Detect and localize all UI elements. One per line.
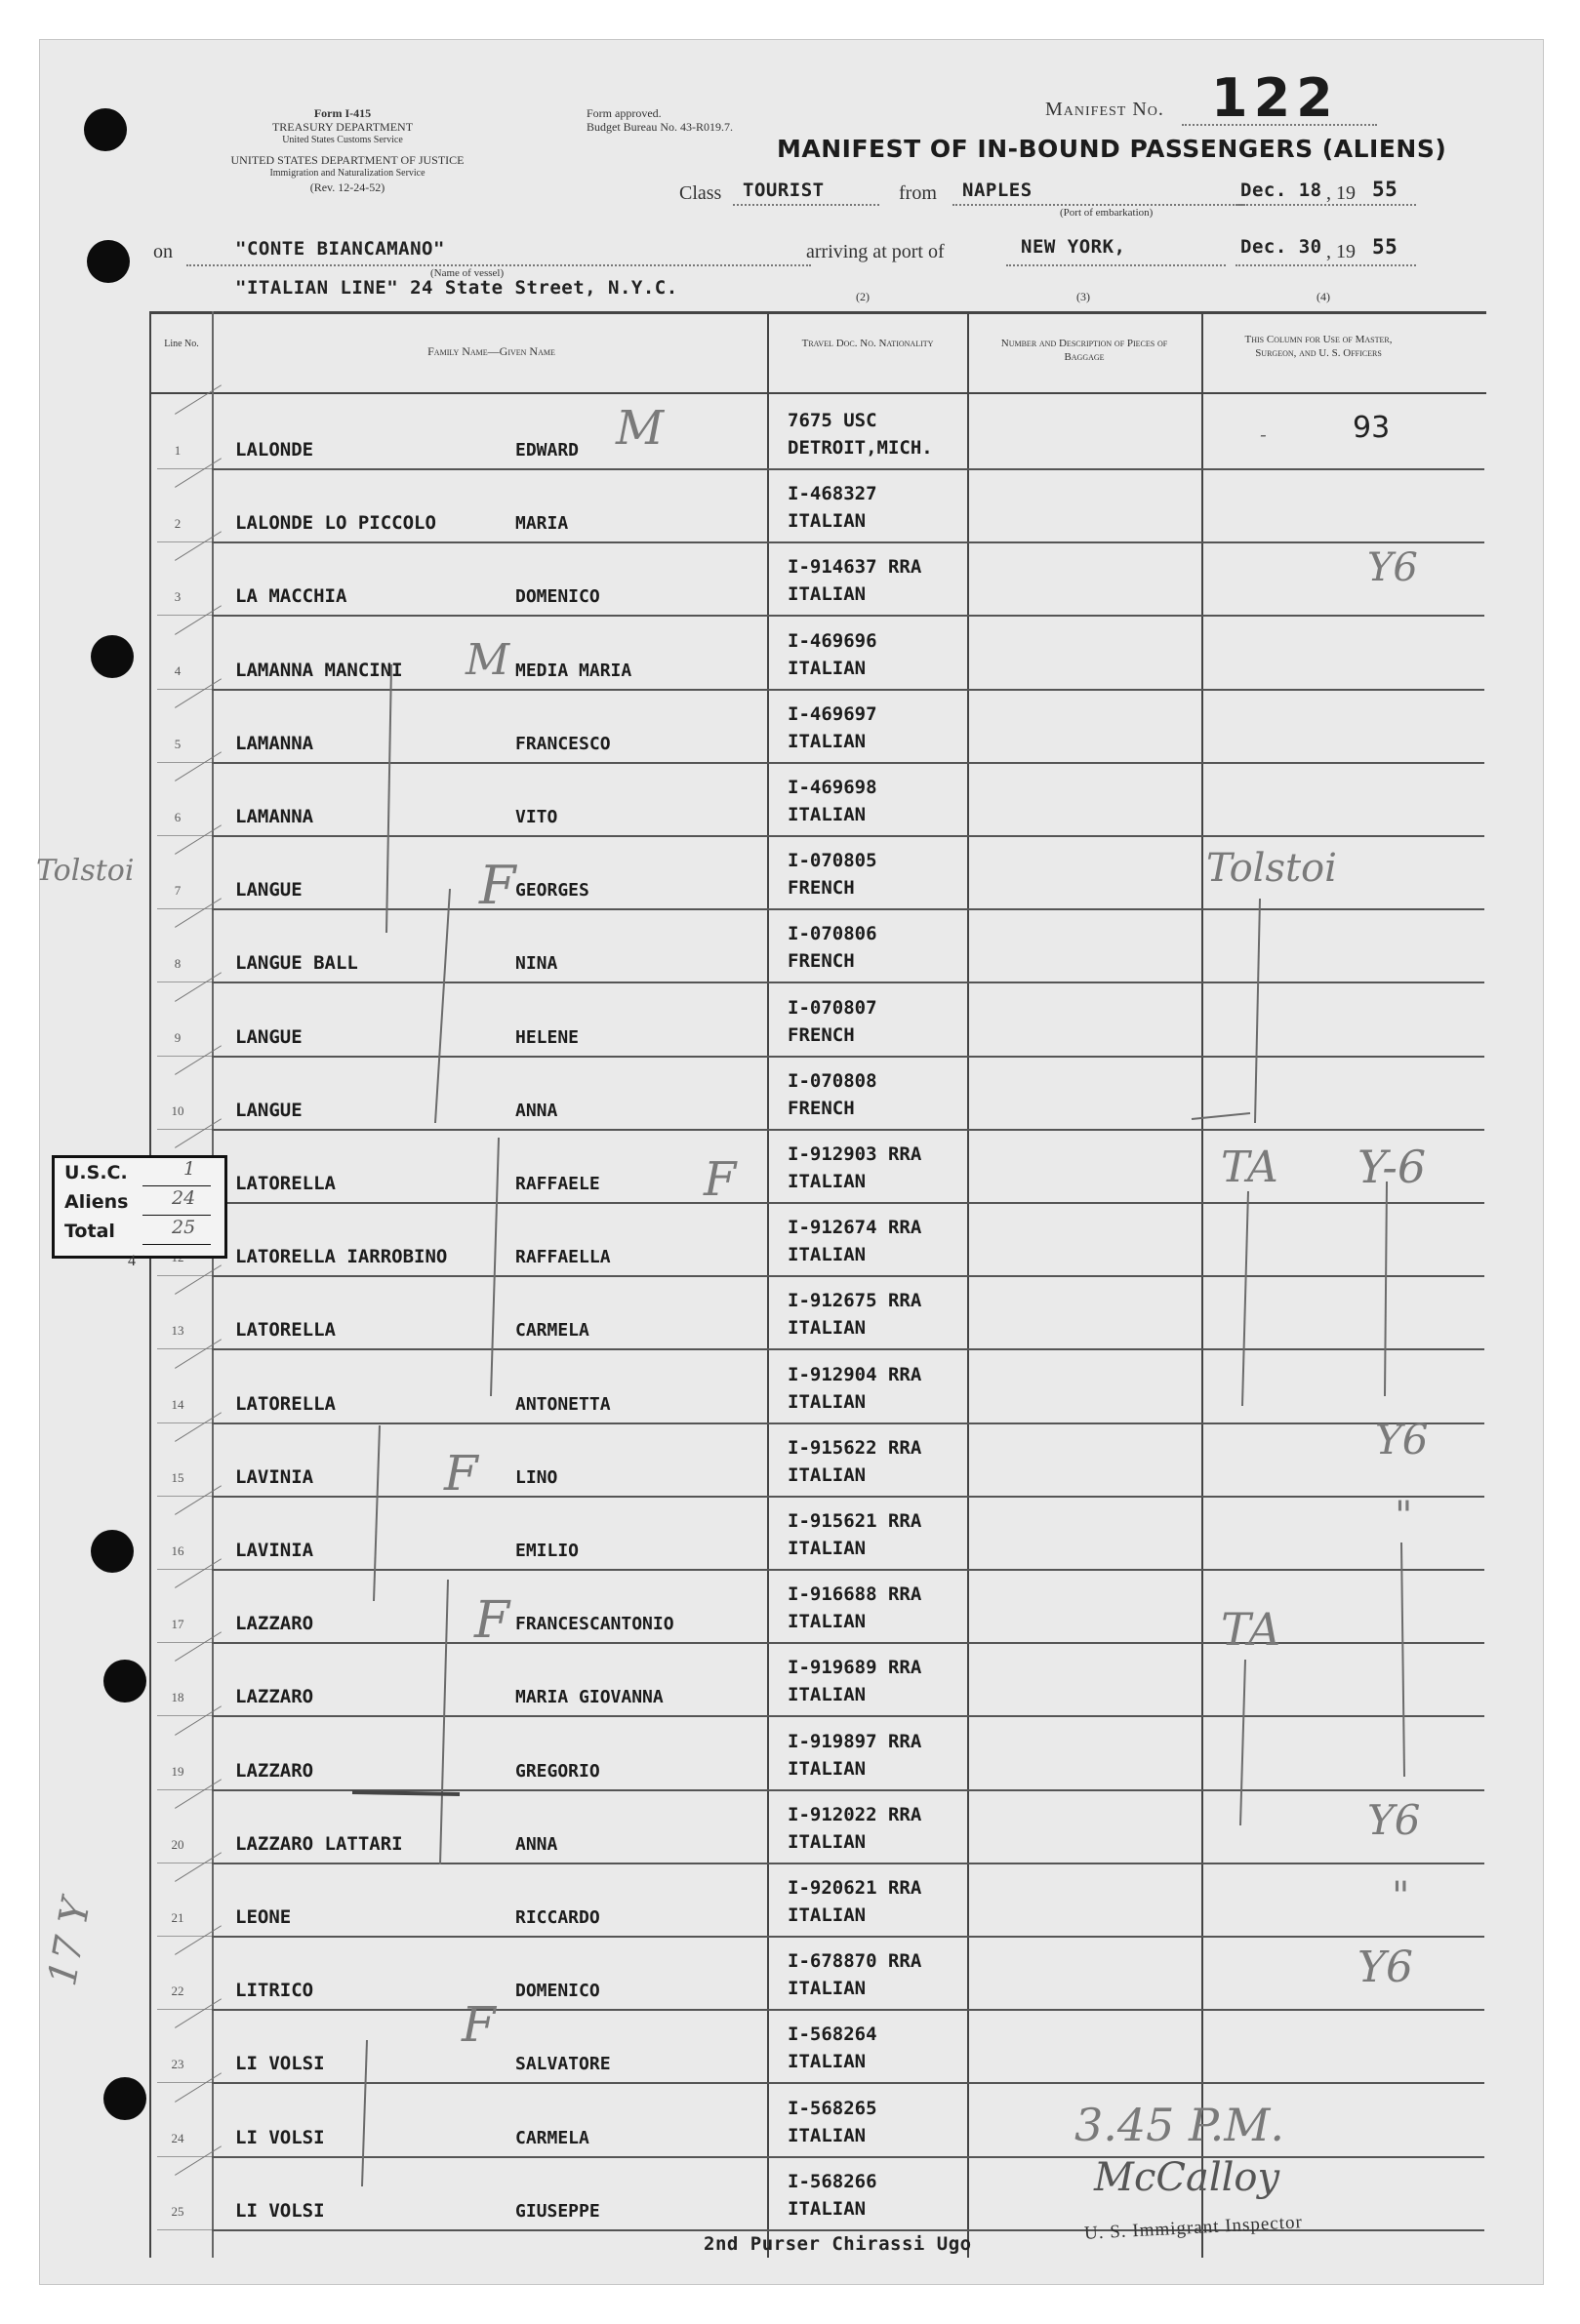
travel-doc-number: I-070807 [788,996,877,1019]
class-label: Class [679,182,722,204]
travel-doc-number: I-912904 RRA [788,1363,922,1385]
line-number: 7 [174,883,182,899]
on-label: on [153,241,173,262]
family-name: LA MACCHIA [235,585,347,608]
family-name: LAZZARO [235,1759,314,1782]
line-number: 5 [174,736,182,751]
nationality: ITALIAN [788,1611,867,1633]
total-label: Total [64,1221,115,1242]
row20-code: Y6 [1367,1796,1421,1844]
line-number: 6 [174,810,182,824]
nationality: ITALIAN [788,1904,867,1926]
travel-doc-number: I-916688 RRA [788,1583,922,1606]
row11-code: Y-6 [1357,1141,1427,1193]
family-name: LITRICO [235,1980,314,2002]
given-name: GREGORIO [515,1760,600,1782]
nationality: ITALIAN [788,2197,867,2220]
from-label: from [899,182,937,204]
row11-ta: TA [1221,1142,1278,1192]
budget-bureau: Budget Bureau No. 43-R019.7. [587,120,733,134]
family-name: LAMANNA MANCINI [235,659,403,681]
given-name: GEORGES [515,880,589,902]
row16-ditto: " [1395,1494,1413,1539]
nationality: ITALIAN [788,730,867,752]
header-doc: Travel Doc. No. Nationality [801,338,934,349]
embark-date: Dec. 18 [1240,180,1322,201]
nationality: FRENCH [788,877,855,900]
given-name: EMILIO [515,1541,580,1561]
given-name: FRANCESCO [515,733,611,754]
row17-f-mark: F [474,1591,510,1650]
family-name: LI VOLSI [235,2053,325,2075]
row4-m-mark: M [466,635,510,685]
left-margin-note-2: 17 Y [40,1895,100,1989]
form-number: Form I-415 [313,106,372,120]
family-name: LAMANNA [235,732,314,754]
line-number: 2 [174,516,182,532]
given-name: SALVATORE [515,2054,611,2075]
line-number: 24 [171,2130,184,2145]
row1-m-mark: M [616,401,665,456]
inspector-title: U. S. Immigrant Inspector [1083,2212,1304,2244]
line-number: 20 [171,1836,184,1852]
nationality: ITALIAN [788,804,867,825]
row11-f-mark: F [704,1152,737,1207]
family-name: LAVINIA [235,1465,314,1488]
travel-doc-number: I-912022 RRA [788,1803,922,1825]
nationality: ITALIAN [788,657,867,679]
nationality: ITALIAN [788,1244,867,1266]
travel-doc-number: I-912675 RRA [788,1290,922,1312]
stamp-below-number: 4 [128,1253,136,1269]
usc-count: 1 [183,1158,196,1180]
row3-code: Y6 [1367,545,1418,590]
family-name: LAMANNA [235,806,314,827]
given-name: MARIA [515,513,569,535]
given-name: CARMELA [515,1320,589,1342]
inspector-signature: McCalloy [1094,2155,1280,2200]
row1-code: 93 [1353,411,1391,445]
family-name: LALONDE LO PICCOLO [235,512,436,535]
nationality: ITALIAN [788,1538,867,1559]
given-name: RAFFAELE [515,1174,600,1194]
arrival-date: Dec. 30 [1240,236,1322,258]
travel-doc-number: I-920621 RRA [788,1877,922,1899]
row7-tolstoi: Tolstoi [1206,846,1337,891]
time-note: 3.45 P.M. [1074,2099,1285,2151]
family-name: LI VOLSI [235,2126,325,2148]
row15-code: Y6 [1375,1416,1429,1463]
nationality: ITALIAN [788,510,867,533]
travel-doc-number: I-468327 [788,483,877,505]
family-name: LANGUE [235,879,303,902]
page-title: MANIFEST OF IN-BOUND PASSENGERS (ALIENS) [777,135,1447,163]
nationality: ITALIAN [788,1830,867,1853]
given-name: GIUSEPPE [515,2200,600,2222]
header-line-no: Line No. [164,339,199,349]
aliens-count: 24 [172,1187,196,1209]
line-number: 4 [174,662,182,678]
travel-doc-number: I-678870 RRA [788,1950,922,1973]
travel-doc-number: I-469697 [788,702,877,725]
line-number: 3 [174,589,182,605]
nationality: ITALIAN [788,2124,867,2146]
nationality: ITALIAN [788,1684,867,1706]
line-number: 25 [171,2203,184,2219]
col-2-marker: (2) [856,290,870,303]
nationality: FRENCH [788,950,855,973]
nationality: ITALIAN [788,1171,867,1192]
pencil-marks [40,40,1543,2284]
travel-doc-number: I-568265 [788,2097,877,2119]
line-number: 9 [174,1029,182,1045]
given-name: DOMENICO [515,586,600,608]
travel-doc-number: I-915621 RRA [788,1510,922,1532]
given-name: NINA [515,953,558,975]
given-name: MARIA GIOVANNA [515,1687,664,1708]
given-name: ANTONETTA [515,1393,611,1415]
nationality: ITALIAN [788,1317,867,1340]
given-name: ANNA [515,1833,558,1855]
class-value: TOURIST [743,180,825,201]
nationality: DETROIT,MICH. [788,437,933,459]
embark-year: 55 [1372,178,1398,201]
form-approved: Form approved. [587,106,662,120]
given-name: DOMENICO [515,1981,600,2002]
nationality: ITALIAN [788,583,867,606]
given-name: LINO [515,1466,558,1488]
line-number: 14 [171,1396,184,1412]
line-number: 1 [174,443,182,458]
aliens-label: Aliens [64,1191,129,1213]
row17-ta: TA [1221,1603,1281,1656]
vessel-name: "CONTE BIANCAMANO" [235,238,445,260]
total-count: 25 [172,1217,196,1238]
arriving-label: arriving at port of [806,241,945,262]
travel-doc-number: I-070808 [788,1069,877,1092]
embark-year-prefix: , 19 [1326,182,1356,204]
given-name: VITO [515,807,558,827]
ins: Immigration and Naturalization Service [269,168,425,179]
line-number: 22 [171,1983,184,1999]
row1-dash: - [1260,422,1267,446]
line-number: 10 [171,1102,184,1118]
manifest-label: Manifest No. [1045,99,1164,120]
header-name: Family Name—Given Name [427,344,555,358]
row7-f-mark: F [479,855,516,916]
given-name: EDWARD [515,440,580,461]
nationality: FRENCH [788,1023,855,1046]
nationality: ITALIAN [788,2051,867,2073]
row15-f-mark: F [444,1445,478,1502]
nationality: ITALIAN [788,1463,867,1486]
family-name: LAZZARO LATTARI [235,1832,403,1855]
line-number: 21 [171,1910,184,1925]
line-number: 19 [171,1763,184,1779]
treasury-dept: TREASURY DEPARTMENT [271,120,414,134]
line-number: 18 [171,1690,184,1705]
row23-f-mark: F [462,1996,496,2053]
arrival-year-prefix: , 19 [1326,241,1356,262]
arrival-year: 55 [1372,235,1398,259]
manifest-page [36,39,1544,2285]
family-name: LI VOLSI [235,2199,325,2222]
usc-label: U.S.C. [64,1162,128,1183]
line-number: 13 [171,1323,184,1339]
travel-doc-number: I-568266 [788,2170,877,2192]
col-4-marker: (4) [1317,290,1330,303]
family-name: LANGUE [235,1099,303,1121]
nationality: ITALIAN [788,1978,867,2000]
travel-doc-number: I-914637 RRA [788,556,922,579]
row22-code: Y6 [1357,1943,1414,1992]
family-name: LAZZARO [235,1613,314,1635]
family-name: LEONE [235,1906,292,1928]
left-margin-note: Tolstoi [36,854,135,888]
given-name: RICCARDO [515,1907,600,1928]
line-number: 8 [174,956,182,972]
nationality: ITALIAN [788,1390,867,1413]
header-officers: This Column for Use of Master, Surgeon, and U. S. Officers [1244,334,1393,359]
travel-doc-number: 7675 USC [788,410,877,431]
family-name: LATORELLA [235,1392,336,1415]
nationality: FRENCH [788,1097,855,1119]
line-number: 15 [171,1469,184,1485]
header-baggage: Number and Description of Pieces of Baggage [1000,338,1168,363]
given-name: MEDIA MARIA [515,660,632,681]
travel-doc-number: I-919689 RRA [788,1657,922,1679]
family-name: LALONDE [235,439,314,461]
manifest-number: 122 [1211,67,1339,129]
nationality: ITALIAN [788,1757,867,1780]
arrival-port: NEW YORK, [1021,236,1126,258]
given-name: HELENE [515,1026,580,1048]
family-name: LATORELLA [235,1319,336,1342]
purser-name: 2nd Purser Chirassi Ugo [704,2233,972,2255]
customs-service: United States Customs Service [282,135,403,145]
travel-doc-number: I-469698 [788,777,877,798]
family-name: LAZZARO [235,1686,314,1708]
travel-doc-number: I-070806 [788,923,877,945]
given-name: FRANCESCANTONIO [515,1614,674,1635]
travel-doc-number: I-568264 [788,2023,877,2046]
travel-doc-number: I-912674 RRA [788,1217,922,1239]
family-name: LANGUE [235,1025,303,1048]
row21-ditto: " [1392,1874,1410,1919]
line-number: 23 [171,2057,184,2072]
travel-doc-number: I-070805 [788,850,877,872]
from-value: NAPLES [962,180,1033,201]
port-embark-note: (Port of embarkation) [1060,207,1154,219]
family-name: LAVINIA [235,1540,314,1561]
travel-doc-number: I-915622 RRA [788,1436,922,1459]
justice-dept: UNITED STATES DEPARTMENT OF JUSTICE [230,153,465,167]
given-name: ANNA [515,1100,558,1121]
col-3-marker: (3) [1076,290,1090,303]
vessel-note: (Name of vessel) [430,267,505,279]
line-number: 16 [171,1543,184,1558]
line-number: 17 [171,1617,184,1632]
given-name: RAFFAELLA [515,1247,611,1268]
travel-doc-number: I-469696 [788,629,877,652]
travel-doc-number: I-912903 RRA [788,1143,922,1165]
shipping-line: "ITALIAN LINE" 24 State Street, N.Y.C. [235,277,678,299]
travel-doc-number: I-919897 RRA [788,1730,922,1752]
family-name: LATORELLA [235,1173,336,1194]
family-name: LATORELLA IARROBINO [235,1246,448,1268]
given-name: CARMELA [515,2127,589,2148]
family-name: LANGUE BALL [235,952,358,975]
revision: (Rev. 12-24-52) [309,180,385,194]
